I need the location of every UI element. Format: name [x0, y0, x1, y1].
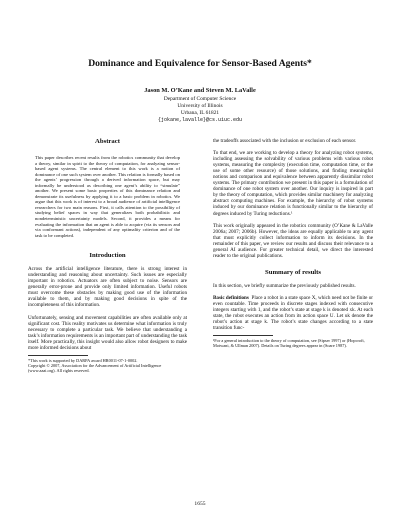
- introduction-heading: Introduction: [89, 252, 126, 260]
- basic-definitions-paragraph: [213, 295, 373, 331]
- author-email: {jokane,lavalle}@cs.uiuc.edu: [157, 116, 242, 123]
- affiliation-block: [0, 96, 400, 124]
- abstract-text: This paper describes recent results from the robotics community that develop a theory, similar in spirit to the theory of computation, for analyzing sensor-based agent systems. The central element to this work is a notion of dominance of one such system over another. This relation is formally based on the agents’ progression through a derived information space, but may informally be understood as describing one agent’s ability to “simulate” another. We present some basic properties of this dominance relation and demonstrate its usefulness by applying it to a basic problem in robotics. We argue that this work is of interest to a broad audience of artificial intelligence researchers for two main reasons. First, it calls attention to the possibility of studying belief spaces in way that generalizes both probabilistic and nondeterministic uncertainty models. Second, it provides a means for evaluating the information that an agent is able to acquire (via its sensors and via conformant actions), independent of any optimality criterion and of the task to be completed.: [35, 155, 180, 238]
- basic-definitions-label: Basic definitions: [213, 294, 249, 301]
- right-paragraph-3: This work originally appeared in the robotics community (O’Kane & LaValle 2006a; 2007; 2006b). However, the ideas are equally applicable to any agent that must explicitly collect information to inform its decisions. In the remainder of this paper, we review our results and discuss their relevance to a general AI audience. For greater technical detail, we direct the interested reader to the original publications.: [213, 222, 373, 259]
- right-paragraph-2: To that end, we are working to develop a theory for analyzing robot systems, including assessing the solvability of various problems with various robot systems, measuring the complexity (execution time, computation time, or the use of some other resource) of those solutions, and finding meaningful notions and comparison and equivalence between apparently dissimilar robot systems. The primary contribution we present in this paper is a formulation of dominance of one robot system over another. Our inquiry is inspired in part by the theory of computation, which provides similar machinery for analyzing abstract computing machines. For example, the hierarchy of robot systems induced by our dominance relation is functionally similar to the hierarchy of degrees induced by Turing reductions.¹: [213, 150, 373, 217]
- abstract-heading: Abstract: [95, 138, 120, 145]
- summary-heading: Summary of results: [265, 268, 321, 276]
- footnote-rule: [28, 355, 88, 356]
- basic-definitions-text: Place a robot in a state space X, which need not be finite or even countable. Time proceeds in discrete stages indexed with consecutive integers starting with 1, and the robot’s state at stage k is denoted xk. At each state, the robot executes an action from its action space U. Let uk denote the robot’s action at stage k. The robot’s state changes according to a state transition func-: [213, 294, 373, 332]
- affiliation-city: Urbana, IL 61821: [180, 109, 220, 116]
- summary-intro: In this section, we briefly summarize the previously published results.: [213, 282, 356, 289]
- right-column: [213, 138, 373, 348]
- right-paragraph-1: the tradeoffs associated with the inclusion or exclusion of each sensor.: [213, 138, 357, 144]
- intro-paragraph-2: Unfortunately, sensing and movement capabilities are often available only at significant cost. This reality motivates us determine what information is truly necessary to complete a particular task. We believe that understanding a task’s information requirements is an important part of understanding the task itself. More practically, this insight would also allow robot designers to make more informed decisions about: [28, 314, 187, 351]
- affiliation-department: Department of Computer Science: [163, 96, 237, 102]
- left-column: [28, 138, 187, 373]
- affiliation-university: University of Illinois: [177, 102, 223, 109]
- paper-title: Dominance and Equivalence for Sensor-Based Agents*: [88, 58, 312, 69]
- footnote-rule-right: [213, 335, 273, 336]
- paper-authors: Jason M. O’Kane and Steven M. LaValle: [144, 87, 256, 94]
- funding-footnote: *This work is supported by DARPA award HR0011-07-1-0002.: [28, 357, 138, 363]
- intro-paragraph-1: Across the artificial intelligence literature, there is strong interest in understanding and reasoning about uncertainty. Such issues are especially important in robotics. Actuators are often subject to noise. Sensors are generally error-prone and provide only limited information. Useful robots must overcome these obstacles by making good use of the information available to them, and by making good decisions in spite of the incompleteness of this information.: [28, 266, 187, 309]
- copyright-footnote: Copyright © 2007, Association for the Advancement of Artificial Intelligence (www.aaai.org). All rights reserved.: [28, 362, 162, 373]
- theory-footnote: ¹For a general introduction to the theory of computation, see (Sipser 1997) or (Hopcroft, Motwani, & Ullman 2007). Details on Turing degrees appear in (Soare 1987).: [213, 338, 365, 349]
- page-number: 1655: [194, 501, 206, 507]
